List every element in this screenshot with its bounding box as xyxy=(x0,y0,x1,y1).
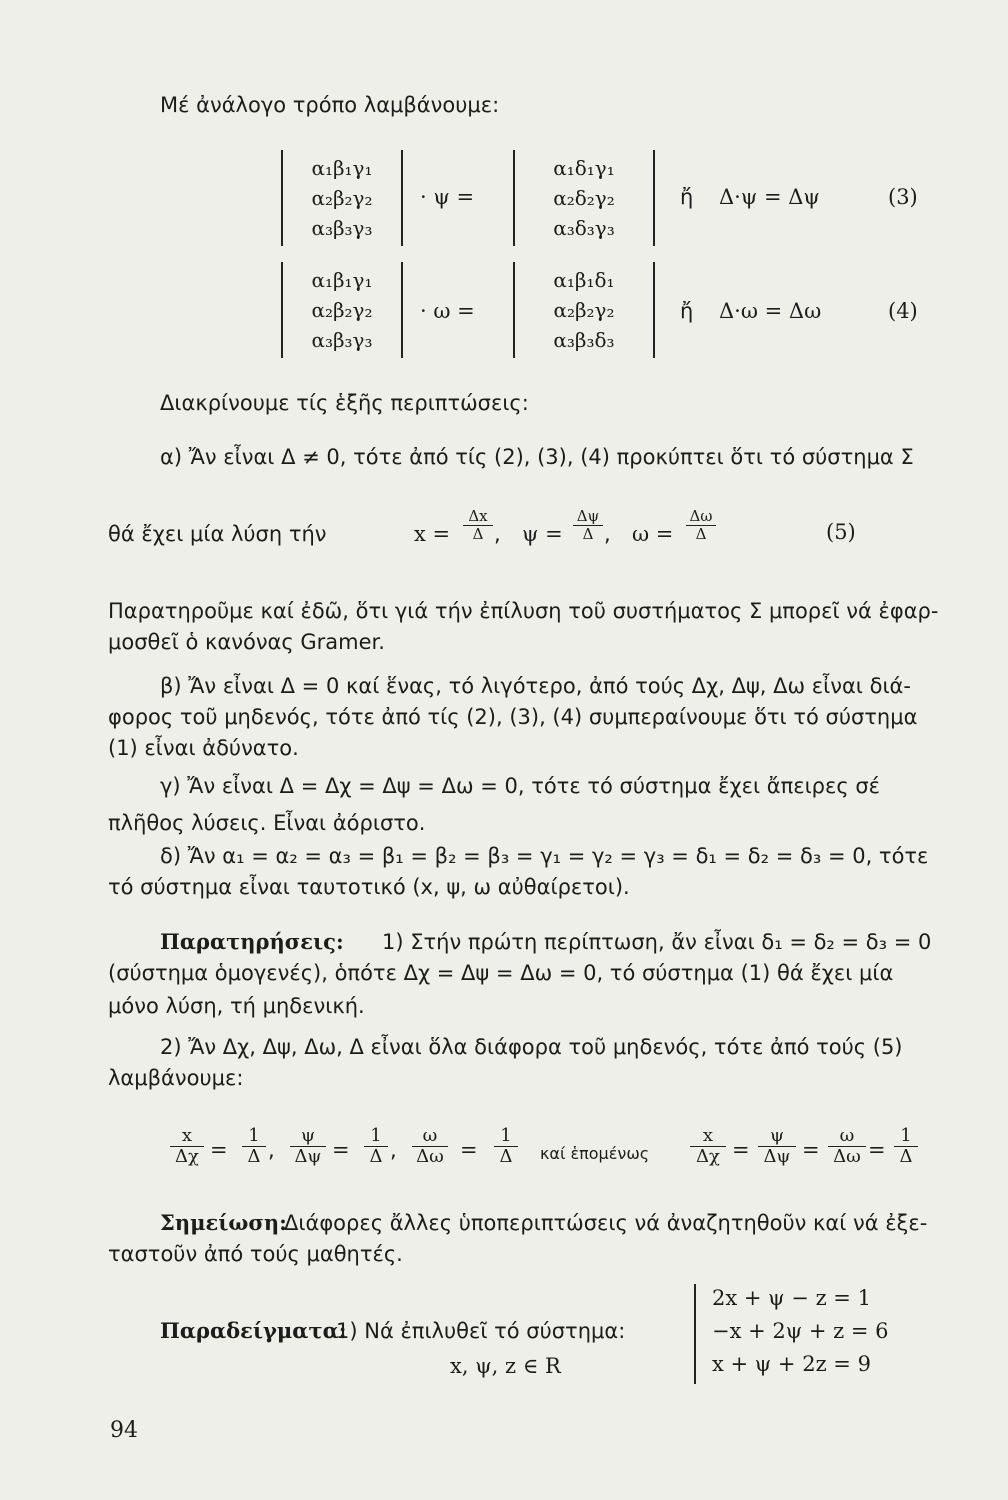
equals: = xyxy=(868,1138,886,1162)
numerator: Δω xyxy=(686,508,716,526)
det-row: α₂δ₂γ₂ xyxy=(553,186,615,210)
det-row: α₁δ₁γ₁ xyxy=(553,156,615,180)
determinant-d-omega xyxy=(513,262,655,358)
system-equation: x + ψ + 2z = 9 xyxy=(712,1352,871,1376)
det-row: α₂β₂γ₂ xyxy=(553,298,615,322)
examples-label: Παραδείγματα: xyxy=(160,1318,347,1343)
fraction xyxy=(412,1126,448,1167)
denominator: Δ xyxy=(582,525,594,543)
remark-1-line: μόνο λύση, τή μηδενική. xyxy=(108,994,365,1018)
equals: = xyxy=(732,1138,750,1162)
numerator: Δx xyxy=(463,508,493,526)
denominator: Δ xyxy=(899,1146,913,1167)
denominator: Δ xyxy=(369,1146,383,1167)
cramer-line: μοσθεῖ ὁ κανόνας Gramer. xyxy=(108,630,385,654)
fraction xyxy=(758,1126,796,1167)
fraction xyxy=(170,1126,204,1167)
fraction xyxy=(690,1126,726,1167)
comma: , xyxy=(494,522,501,546)
fraction xyxy=(290,1126,326,1167)
example-domain: x, ψ, z ∈ R xyxy=(450,1354,561,1378)
numerator: ψ xyxy=(758,1126,796,1147)
fraction xyxy=(894,1126,918,1167)
equals: = xyxy=(332,1138,350,1162)
numerator: 1 xyxy=(242,1126,266,1147)
det-row: α₃β₃γ₃ xyxy=(311,216,373,240)
denominator: Δψ xyxy=(763,1146,791,1167)
equation-alt: Δ·ω = Δω xyxy=(719,299,822,323)
numerator: x xyxy=(690,1126,726,1147)
remark-2-line: 2) Ἄν Δχ, Δψ, Δω, Δ εἶναι ὅλα διάφορα τοῦ μηδενός, τότε ἀπό τούς (5) xyxy=(160,1035,903,1059)
numerator: ω xyxy=(412,1126,448,1147)
case-g-line: γ) Ἄν εἶναι Δ = Δχ = Δψ = Δω = 0, τότε τό σύστημα ἔχει ἄπειρες σέ xyxy=(160,774,881,798)
numerator: ω xyxy=(828,1126,866,1147)
remark-1-line: (σύστημα ὁμογενές), ὁπότε Δχ = Δψ = Δω = 0, τό σύστημα (1) θά ἔχει μία xyxy=(108,961,894,985)
equation-number: (5) xyxy=(826,520,856,544)
fraction xyxy=(494,1126,518,1167)
cases-intro: Διακρίνουμε τίς ἑξῆς περιπτώσεις: xyxy=(160,391,529,415)
equation-number: (4) xyxy=(888,299,918,323)
fraction xyxy=(828,1126,866,1167)
determinant-d xyxy=(281,262,403,358)
note-line: ταστοῦν ἀπό τούς μαθητές. xyxy=(108,1242,403,1266)
operator-times-omega: · ω = xyxy=(420,299,475,323)
denominator: Δ xyxy=(247,1146,261,1167)
numerator: Δψ xyxy=(573,508,603,526)
equals: = xyxy=(460,1138,478,1162)
denominator: Δω xyxy=(833,1146,861,1167)
w-lhs: ω = xyxy=(632,522,674,546)
det-row: α₁β₁γ₁ xyxy=(311,156,373,180)
case-b-line: φορος τοῦ μηδενός, τότε ἀπό τίς (2), (3), (4) συμπεραίνουμε ὅτι τό σύστημα xyxy=(108,705,918,729)
remark-1-line: 1) Στήν πρώτη περίπτωση, ἄν εἶναι δ₁ = δ₂ = δ₃ = 0 xyxy=(382,930,932,954)
x-lhs: x = xyxy=(414,522,451,546)
numerator: 1 xyxy=(494,1126,518,1147)
determinant-d xyxy=(281,150,403,246)
note-line: Διάφορες ἄλλες ὑποπεριπτώσεις νά ἀναζητηθοῦν καί νά ἐξε- xyxy=(284,1211,928,1235)
comma: , xyxy=(604,522,611,546)
y-lhs: ψ = xyxy=(522,522,563,546)
equation-number: (3) xyxy=(888,185,918,209)
denominator: Δχ xyxy=(175,1146,199,1167)
numerator: 1 xyxy=(364,1126,388,1147)
det-row: α₂β₂γ₂ xyxy=(311,186,373,210)
comma: , xyxy=(390,1138,397,1162)
or-word: ἤ xyxy=(680,185,694,209)
fraction-dpsi-over-d xyxy=(573,508,603,543)
case-d-line: τό σύστημα εἶναι ταυτοτικό (x, ψ, ω αὐθαίρετοι). xyxy=(108,875,630,899)
determinant-d-psi xyxy=(513,150,655,246)
case-b-line: (1) εἶναι ἀδύνατο. xyxy=(108,736,299,760)
fraction-domega-over-d xyxy=(686,508,716,543)
or-word: ἤ xyxy=(680,299,694,323)
det-row: α₃δ₃γ₃ xyxy=(553,216,615,240)
equation-alt: Δ·ψ = Δψ xyxy=(719,185,820,209)
denominator: Δ xyxy=(472,525,484,543)
remark-2-line: λαμβάνουμε: xyxy=(108,1066,244,1090)
fraction xyxy=(364,1126,388,1167)
system-equation: −x + 2ψ + z = 6 xyxy=(712,1319,889,1343)
numerator: ψ xyxy=(290,1126,326,1147)
denominator: Δψ xyxy=(294,1146,322,1167)
remarks-heading: Παρατηρήσεις: xyxy=(160,929,344,954)
case-b-line: β) Ἄν εἶναι Δ = 0 καί ἕνας, τό λιγότερο, ἀπό τούς Δχ, Δψ, Δω εἶναι διά- xyxy=(160,674,911,698)
system-bracket xyxy=(694,1284,696,1384)
equals: = xyxy=(802,1138,820,1162)
denominator: Δω xyxy=(416,1146,444,1167)
example-task: 1) Νά ἐπιλυθεῖ τό σύστημα: xyxy=(336,1319,626,1343)
case-g-line: πλῆθος λύσεις. Εἶναι ἀόριστο. xyxy=(108,811,426,835)
denominator: Δχ xyxy=(696,1146,720,1167)
numerator: x xyxy=(170,1126,204,1147)
cramer-line: Παρατηροῦμε καί ἐδῶ, ὅτι γιά τήν ἐπίλυση τοῦ συστήματος Σ μπορεῖ νά ἐφαρ- xyxy=(108,599,939,623)
eq5-lead: θά ἔχει μία λύση τήν xyxy=(108,522,327,546)
conjunction-text: καί ἑπομένως xyxy=(540,1144,650,1163)
det-row: α₂β₂γ₂ xyxy=(311,298,373,322)
det-row: α₃β₃δ₃ xyxy=(553,328,615,352)
det-row: α₃β₃γ₃ xyxy=(311,328,373,352)
denominator: Δ xyxy=(499,1146,513,1167)
case-d-line: δ) Ἄν α₁ = α₂ = α₃ = β₁ = β₂ = β₃ = γ₁ = γ₂ = γ₃ = δ₁ = δ₂ = δ₃ = 0, τότε xyxy=(160,844,929,868)
case-a-text: α) Ἄν εἶναι Δ ≠ 0, τότε ἀπό τίς (2), (3), (4) προκύπτει ὅτι τό σύστημα Σ xyxy=(160,445,914,469)
comma: , xyxy=(268,1138,275,1162)
operator-times-psi: · ψ = xyxy=(420,185,475,209)
page-number: 94 xyxy=(110,1418,138,1443)
det-row: α₁β₁δ₁ xyxy=(553,268,615,292)
equals: = xyxy=(210,1138,228,1162)
numerator: 1 xyxy=(894,1126,918,1147)
system-equation: 2x + ψ − z = 1 xyxy=(712,1286,871,1310)
fraction xyxy=(242,1126,266,1167)
note-label: Σημείωση: xyxy=(160,1210,287,1235)
intro-text: Μέ ἀνάλογο τρόπο λαμβάνουμε: xyxy=(160,93,500,117)
denominator: Δ xyxy=(695,525,707,543)
fraction-dx-over-d xyxy=(463,508,493,543)
det-row: α₁β₁γ₁ xyxy=(311,268,373,292)
